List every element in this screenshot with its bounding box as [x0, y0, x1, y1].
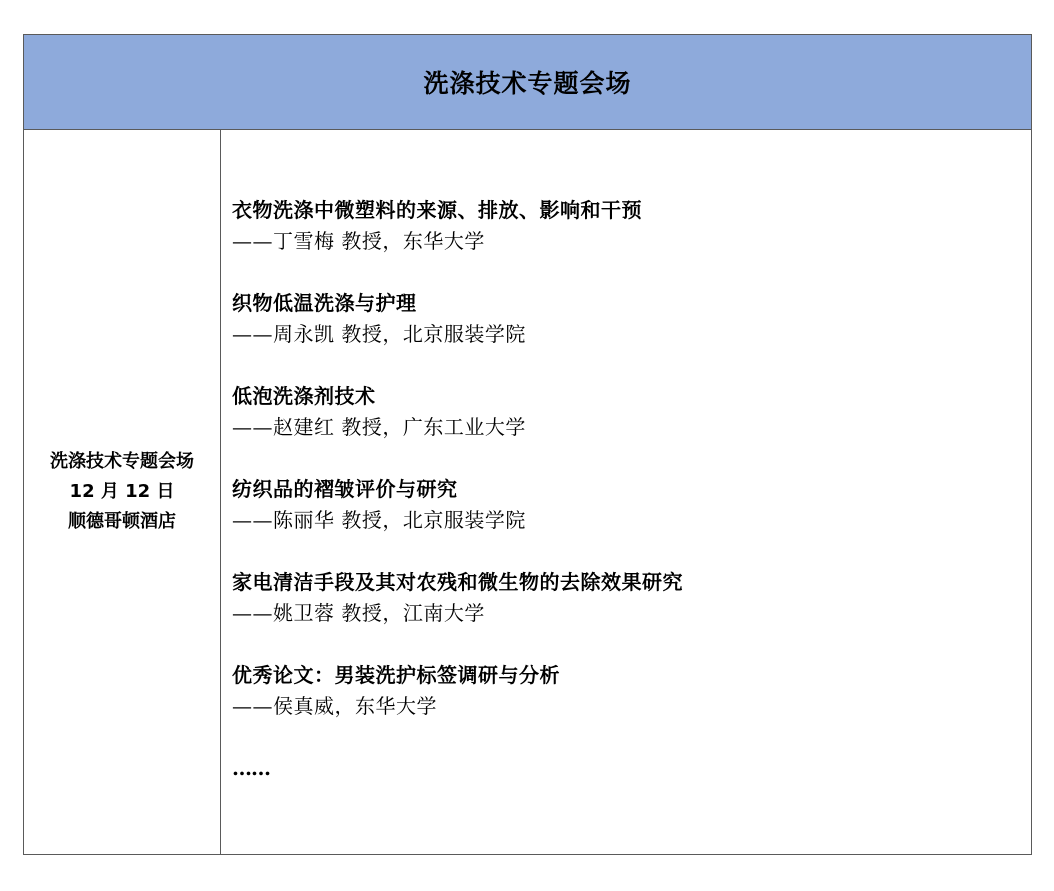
session-title: 优秀论文：男装洗护标签调研与分析: [232, 663, 560, 687]
session-item: [232, 659, 683, 752]
session-item: [232, 473, 683, 566]
session-speaker: ——陈丽华 教授，北京服装学院: [232, 508, 526, 532]
session-speaker: ——姚卫蓉 教授，江南大学: [232, 601, 485, 625]
page-title: 洗涤技术专题会场: [423, 69, 632, 98]
session-list: [232, 194, 683, 784]
session-title: 低泡洗涤剂技术: [232, 384, 376, 408]
session-title: 织物低温洗涤与护理: [232, 291, 417, 315]
session-title: 家电清洁手段及其对农残和微生物的去除效果研究: [232, 570, 683, 594]
venue-location: 顺德哥顿酒店: [68, 511, 176, 532]
session-item: [232, 194, 683, 287]
session-item: [232, 287, 683, 380]
schedule-table: [23, 34, 1032, 855]
more-indicator-item: [232, 752, 683, 784]
table-header: [24, 35, 1031, 130]
session-item: [232, 566, 683, 659]
venue-session-name: 洗涤技术专题会场: [50, 451, 194, 472]
venue-info-cell: [24, 130, 221, 854]
session-item: [232, 380, 683, 473]
more-ellipsis: ……: [232, 756, 270, 780]
session-speaker: ——丁雪梅 教授，东华大学: [232, 229, 485, 253]
session-speaker: ——侯真威，东华大学: [232, 694, 437, 718]
session-speaker: ——赵建红 教授，广东工业大学: [232, 415, 526, 439]
session-title: 衣物洗涤中微塑料的来源、排放、影响和干预: [232, 198, 642, 222]
venue-date: 12 月 12 日: [69, 481, 175, 502]
session-speaker: ——周永凯 教授，北京服装学院: [232, 322, 526, 346]
session-title: 纺织品的褶皱评价与研究: [232, 477, 458, 501]
sessions-cell: [221, 130, 1031, 854]
